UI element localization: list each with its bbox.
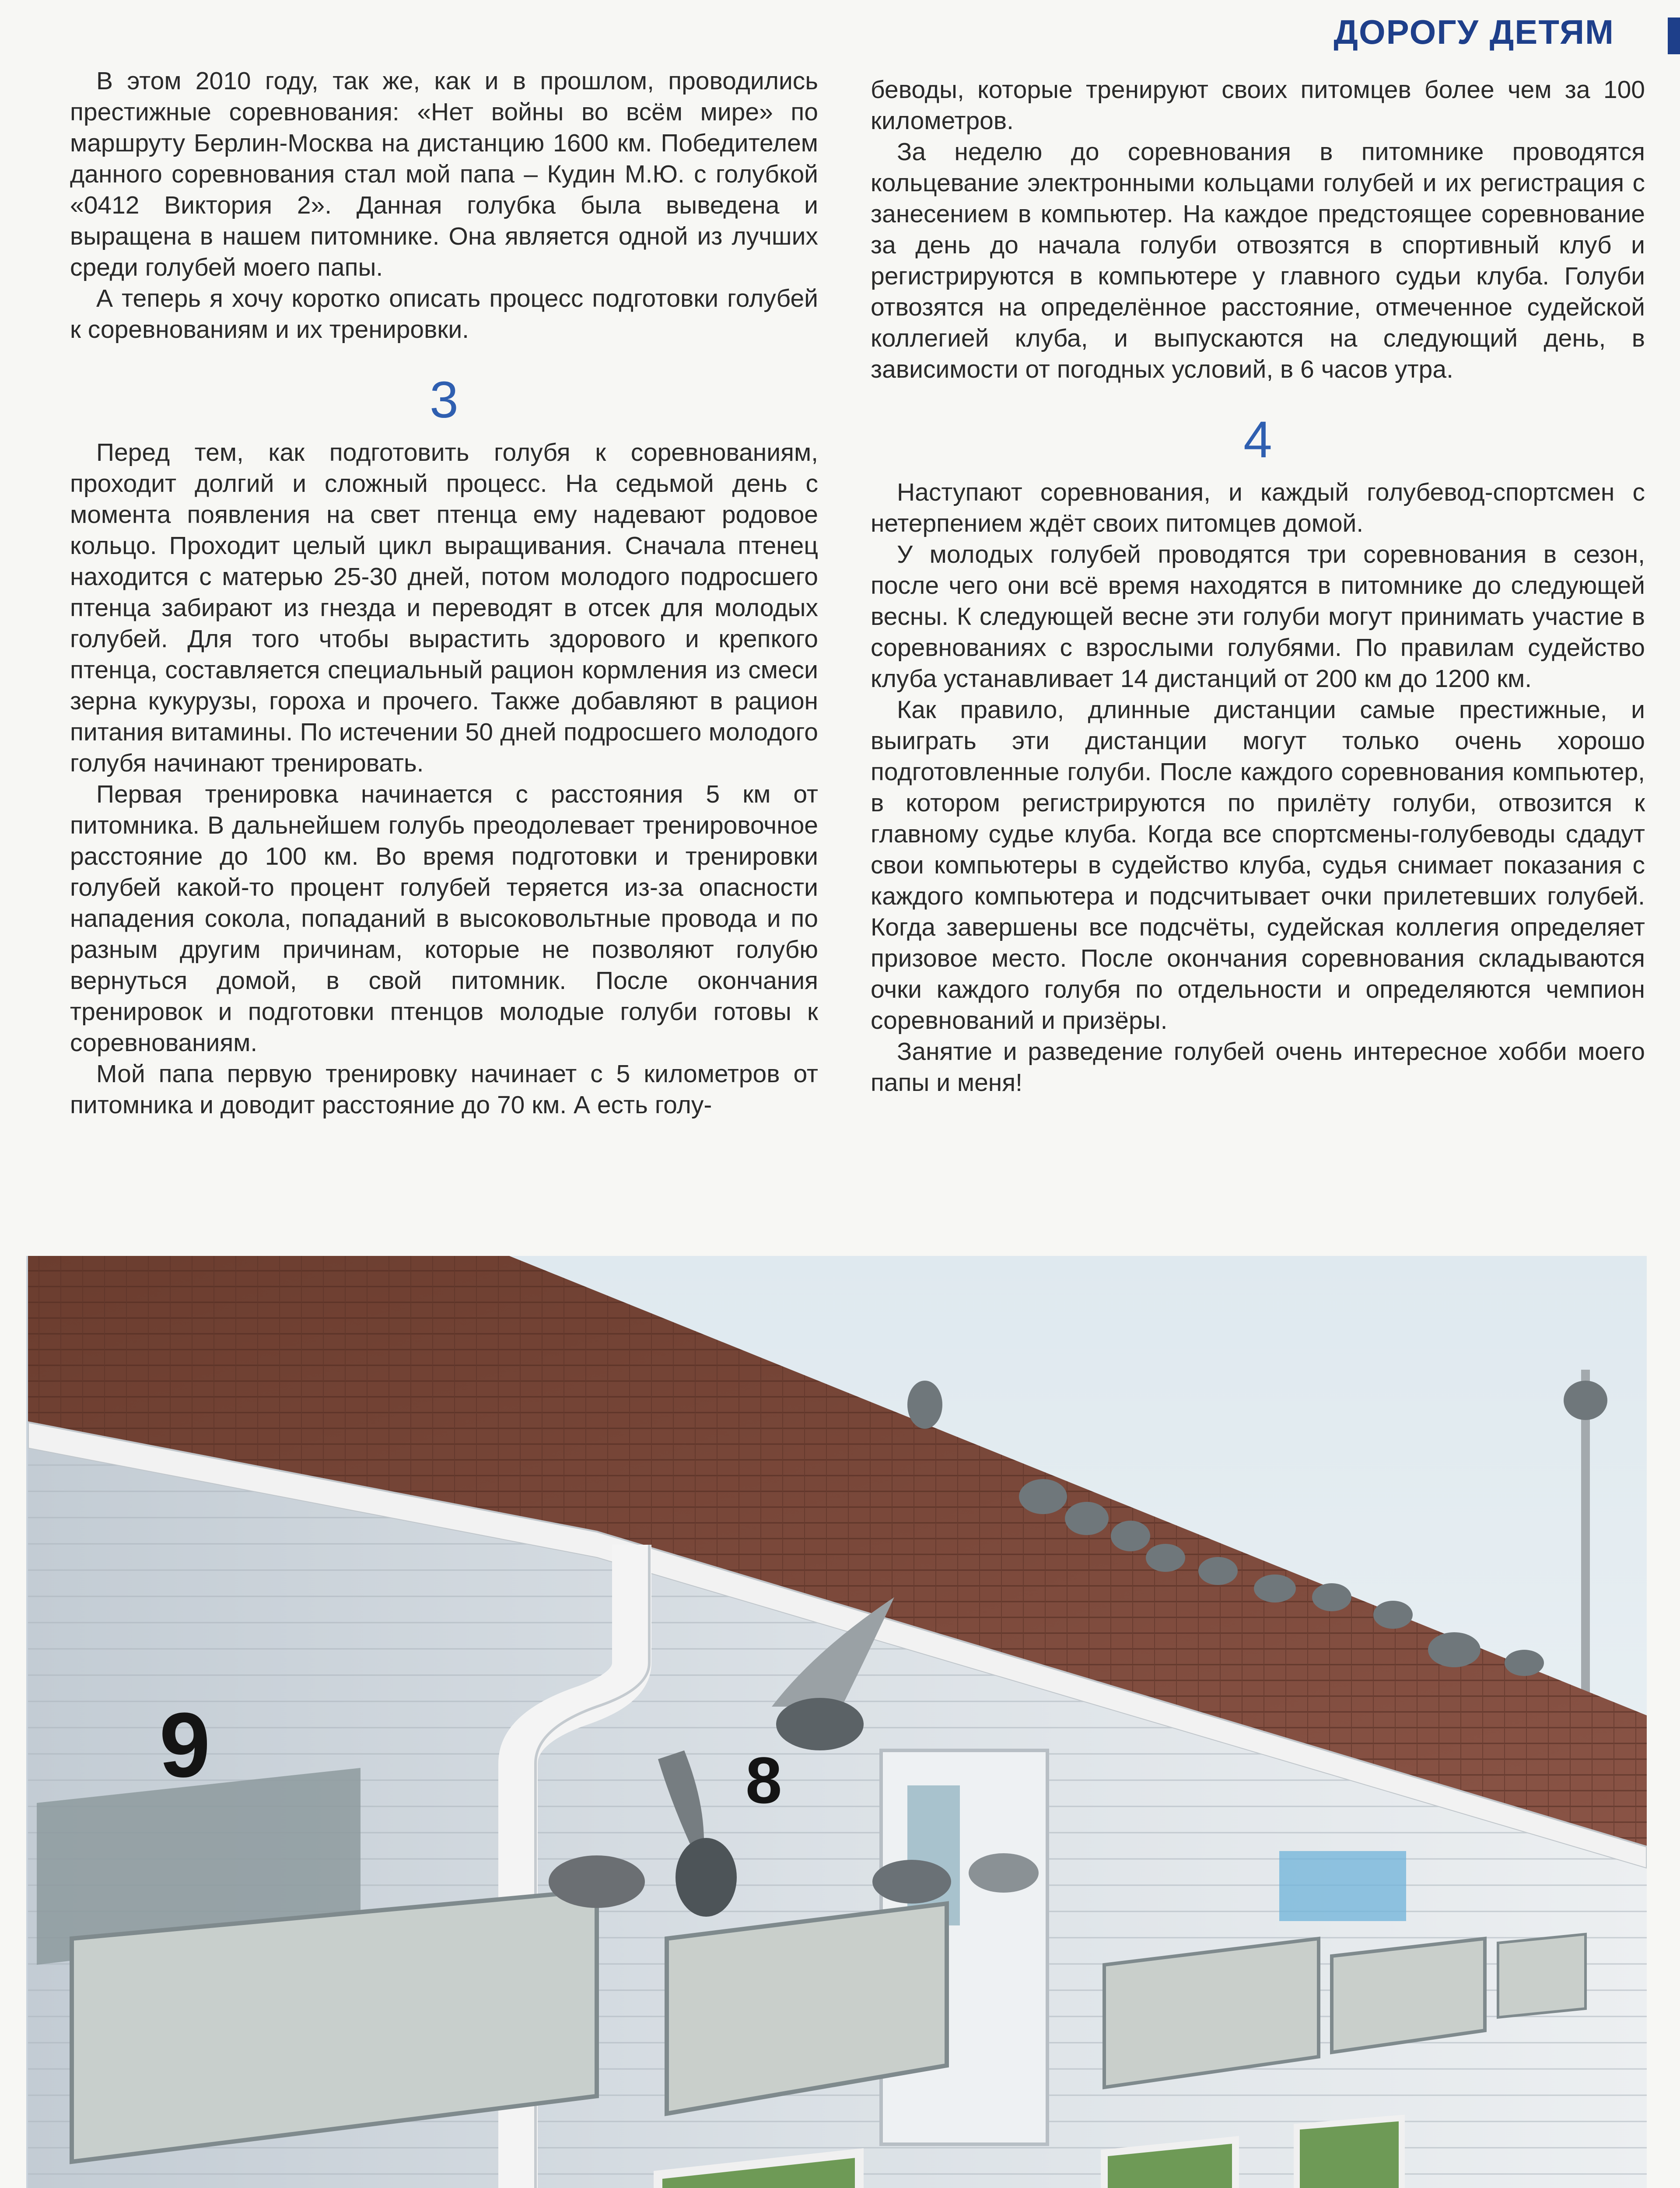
pigeon-loft-photo	[26, 1256, 1647, 2188]
section-number-4: 4	[1243, 411, 1272, 469]
section-number-3: 3	[430, 371, 458, 429]
right-column	[871, 74, 1645, 1098]
paragraph: Первая тренировка начинается с расстояния 5 км от питомника. В дальнейшем голубь преодолевает тренировочное расстояние до 100 км. Во время подготовки и тренировки голубей какой-то процент голубей теряется из-за опасности нападения сокола, попаданий в высоковольтные провода и по разным другим причинам, которые не позволяют голубю вернуться домой, в свой питомник. После окончания тренировок и подготовки птенцов молодые голуби готовы к соревнованиям.	[70, 780, 818, 1057]
paragraph: Как правило, длинные дистанции самые престижные, и выиграть эти дистанции могут только очень хорошо подготовленные голуби. После каждого соревнования компьютер, в котором регистрируются по прилёту голуби, отвозится к главному судье клуба. Когда все спортсмены-голубеводы сдадут свои компьютеры в судейство клуба, судья снимает показания с каждого компьютера и подсчитывает очки прилетевших голубей. Когда завершены все подсчёты, судейская коллегия определяет призовое место. После окончания соревнования складываются очки каждого голубя по отдельности и определяются чемпион соревнований и призёры.	[871, 696, 1645, 1034]
paragraph: Наступают соревнования, и каждый голубевод-спортсмен с нетерпением ждёт своих питомцев домой.	[871, 478, 1645, 537]
loft-number-9: 9	[159, 1694, 210, 1796]
paragraph: Перед тем, как подготовить голубя к соревнованиям, проходит долгий и сложный процесс. На седьмой день с момента появления на свет птенца ему надевают родовое кольцо. Проходит целый цикл выращивания. Сначала птенец находится с матерью 25-30 дней, потом молодого подросшего птенца забирают из гнезда и переводят в отсек для молодых голубей. Для того чтобы вырастить здорового и крепкого птенца, составляется специальный рацион кормления из смеси зерна кукурузы, гороха и прочего. Также добавляют в рацион питания витамины. По истечении 50 дней подросшего молодого голубя начинают тренировать.	[70, 438, 818, 777]
loft-number-8: 8	[746, 1743, 782, 1817]
pigeon-loft-illustration	[28, 1256, 1647, 2188]
paragraph: Мой папа первую тренировку начинает с 5 километров от питомника и доводит расстояние до 70 км. А есть голу-	[70, 1060, 818, 1119]
section-tag-bar	[1668, 18, 1680, 54]
paragraph: А теперь я хочу коротко описать процесс подготовки голубей к соревнованиям и их тренировки.	[70, 284, 818, 344]
paragraph-continuation: беводы, которые тренируют своих питомцев более чем за 100 километров.	[871, 76, 1645, 135]
left-column	[70, 66, 818, 1121]
paragraph: В этом 2010 году, так же, как и в прошлом, проводились престижные соревнования: «Нет войны во всём мире» по маршруту Берлин-Москва на дистанцию 1600 км. Победителем данного соревнования стал мой папа – Кудин М.Ю. с голубкой «0412 Виктория 2». Данная голубка была выведена и выращена в нашем питомнике. Она является одной из лучших среди голубей моего папы.	[70, 67, 818, 281]
paragraph: Занятие и разведение голубей очень интересное хобби моего папы и меня!	[871, 1038, 1645, 1097]
section-tag: ДОРОГУ ДЕТЯМ	[1334, 13, 1614, 51]
paragraph: У молодых голубей проводятся три соревнования в сезон, после чего они всё время находятся в питомнике до следующей весны. К следующей весне эти голуби могут принимать участие в соревнованиях с взрослыми голубями. По правилам судейство клуба устанавливает 14 дистанций от 200 км до 1200 км.	[871, 540, 1645, 693]
paragraph: За неделю до соревнования в питомнике проводятся кольцевание электронными кольцами голубей и их регистрация с занесением в компьютер. На каждое предстоящее соревнование за день до начала голуби отвозятся в спортивный клуб и регистрируются в компьютере у главного судьи клуба. Голуби отвозятся на определённое расстояние, отмеченное судейской коллегией клуба, и выпускаются на следующий день, в зависимости от погодных условий, в 6 часов утра.	[871, 138, 1645, 383]
